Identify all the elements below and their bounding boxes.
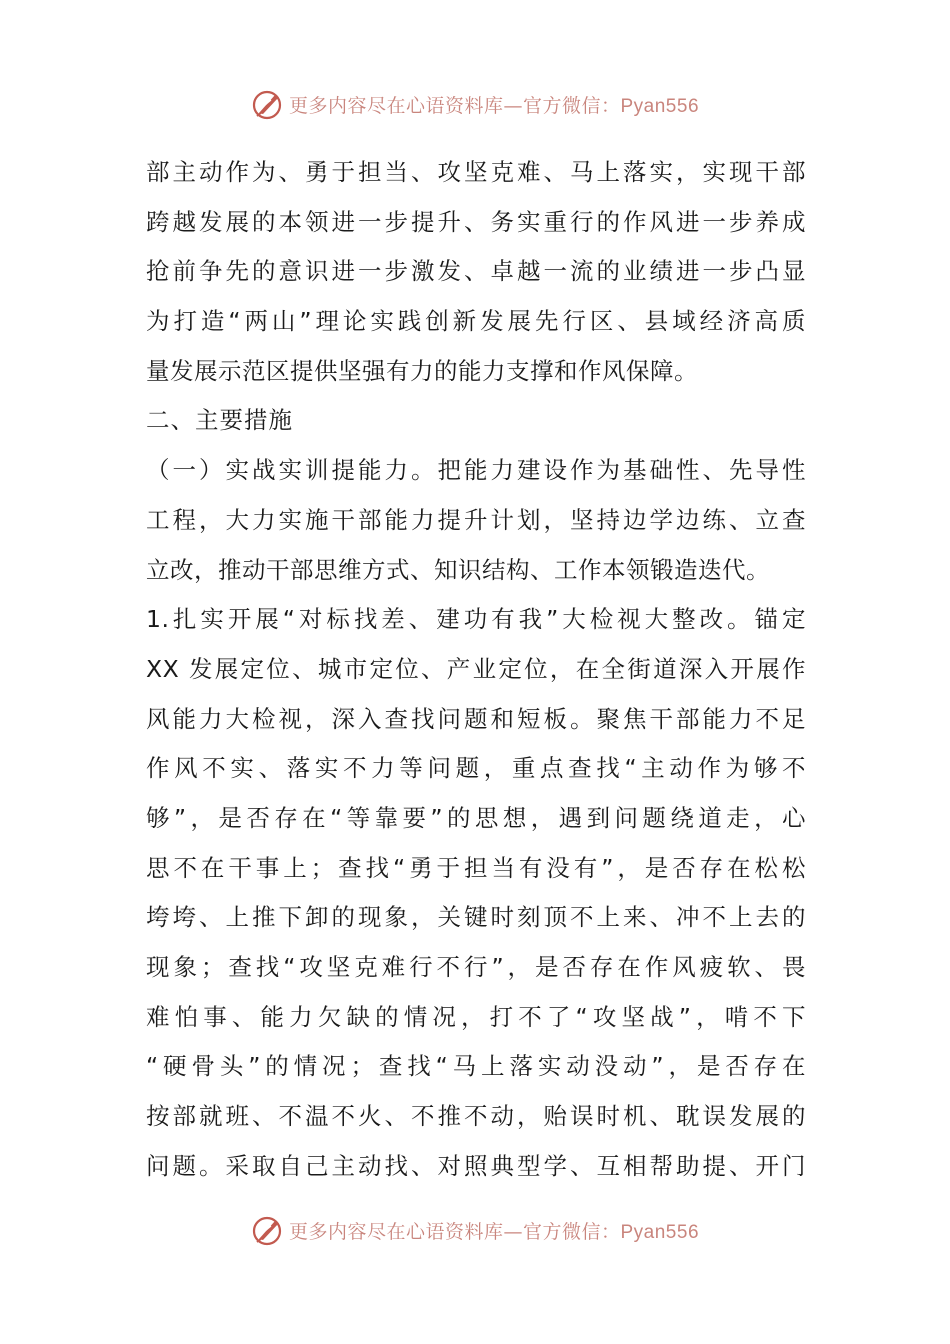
text-line: 难怕事、能力欠缺的情况，打不了“攻坚战”，啃不下 [146,1002,806,1031]
quill-logo-icon [251,87,285,121]
text-line: “硬骨头”的情况；查找“马上落实动没动”，是否存在 [146,1052,806,1081]
document-body [146,148,806,1191]
watermark-text: 更多内容尽在心语资料库—官方微信：Pyan556 [288,1220,700,1243]
text-line: 为打造“两山”理论实践创新发展先行区、县域经济高质 [146,307,806,336]
text-line: 跨越发展的本领进一步提升、务实重行的作风进一步养成 [146,207,806,236]
text-line: 立改，推动干部思维方式、知识结构、工作本领锻造迭代。 [146,555,770,584]
text-line: 按部就班、不温不火、不推不动，贻误时机、耽误发展的 [146,1102,806,1131]
text-line: 量发展示范区提供坚强有力的能力支撑和作风保障。 [146,356,698,385]
quill-logo-icon [251,1213,285,1247]
footer-watermark [0,1210,950,1250]
text-line: 思不在干事上；查找“勇于担当有没有”，是否存在松松 [146,853,806,882]
text-line: 作风不实、落实不力等问题，重点查找“主动作为够不 [146,754,806,783]
text-line: 够”，是否存在“等靠要”的思想，遇到问题绕道走，心 [146,803,806,832]
text-line: 风能力大检视，深入查找问题和短板。聚焦干部能力不足 [146,704,806,733]
text-line: XX 发展定位、城市定位、产业定位，在全街道深入开展作 [146,654,806,683]
text-line: 工程，大力实施干部能力提升计划，坚持边学边练、立查 [146,505,806,534]
text-line: 问题。采取自己主动找、对照典型学、互相帮助提、开门 [146,1151,806,1180]
watermark-text: 更多内容尽在心语资料库—官方微信：Pyan556 [288,94,700,117]
text-line: 抢前争先的意识进一步激发、卓越一流的业绩进一步凸显 [146,257,806,286]
text-line: 现象；查找“攻坚克难行不行”，是否存在作风疲软、畏 [146,953,806,981]
section-heading: 二、主要措施 [146,406,293,435]
text-line: 垮垮、上推下卸的现象，关键时刻顶不上来、冲不上去的 [146,903,806,932]
header-watermark [0,84,950,124]
text-line: （一）实战实训提能力。把能力建设作为基础性、先导性 [146,456,806,485]
text-line: 1.扎实开展“对标找差、建功有我”大检视大整改。锚定 [146,605,806,634]
text-line: 部主动作为、勇于担当、攻坚克难、马上落实，实现干部 [146,158,806,186]
